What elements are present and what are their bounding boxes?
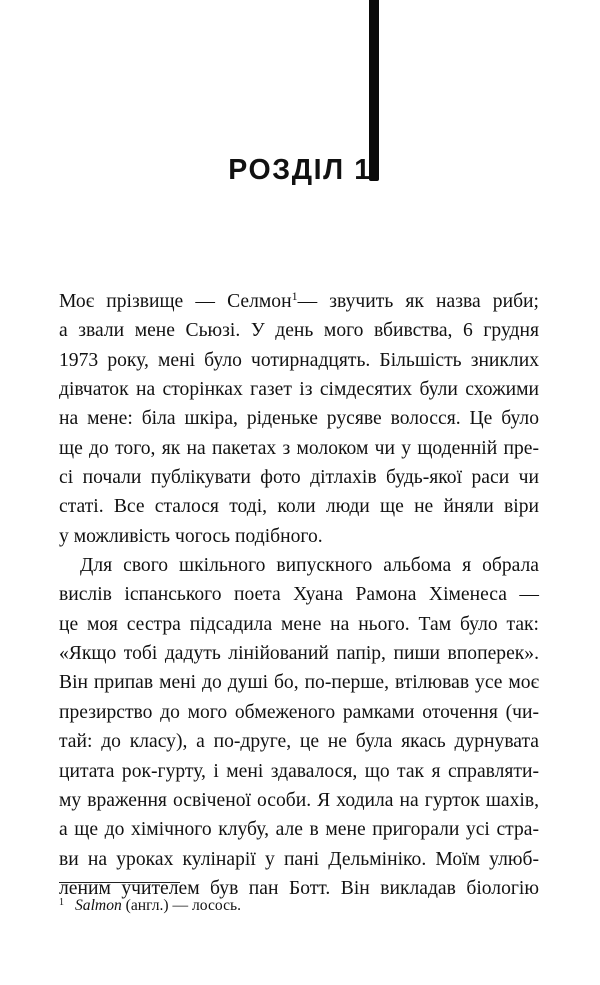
text-line: а звали мене Сьюзі. У день мого вбивства, 6 грудня: [59, 320, 539, 342]
text-line: а ще до хімічного клубу, але в мене пригорали усі стра-: [59, 819, 539, 841]
text-line: «Якщо тобі дадуть лінійований папір, пиши впоперек».: [59, 643, 539, 665]
text-line: Для свого шкільного випускного альбома я обрала: [80, 555, 539, 577]
text-line: ще до того, як на пакетах з молоком чи у щоденній пре-: [59, 437, 539, 459]
text-line: це моя сестра підсадила мене на нього. Там було так:: [59, 613, 539, 635]
footnote-term: Salmon: [75, 897, 122, 914]
text-line: сі почали публікувати фото дітлахів будь-якої раси чи: [59, 467, 539, 489]
text-line: [59, 287, 539, 316]
text-line: на мене: біла шкіра, ріденьке русяве волосся. Це було: [59, 408, 539, 430]
text-line: 1973 року, мені було чотирнадцять. Більшість зниклих: [59, 349, 539, 371]
text-line: Він припав мені до душі бо, по-перше, втілював усе моє: [59, 672, 539, 694]
text-line: му враження освіченої особи. Я ходила на гурток шахів,: [59, 789, 539, 811]
footnote: [59, 893, 241, 916]
text-line: леним учителем був пан Ботт. Він викладав біологію: [59, 877, 539, 899]
text-line: дівчаток на сторінках газет із сімдесятих були схожими: [59, 379, 539, 401]
text-line: тай: до класу), а по-друге, це не була якась дурнувата: [59, 731, 539, 753]
footnote-reference: 1: [291, 289, 298, 303]
chapter-title: РОЗДІЛ 1: [228, 154, 372, 186]
text-line: статі. Все сталося тоді, коли люди ще не йняли віри: [59, 496, 539, 518]
text-line: презирство до мого обмеженого рамками оточення (чи-: [59, 701, 539, 723]
text-line: цитата рок-гурту, і мені здавалося, що так я справляти-: [59, 760, 539, 782]
footnote-divider: [59, 882, 180, 883]
text-line: ви на уроках кулінарії у пані Дельмініко. Моїм улюб-: [59, 848, 539, 870]
footnote-text: (англ.) — лосось.: [121, 897, 242, 914]
footnote-number: 1: [59, 897, 64, 908]
text-line: у можливість чогось подібного.: [59, 525, 323, 547]
chapter-body: [59, 287, 539, 903]
text-fragment: — звучить як назва риби;: [297, 291, 539, 312]
text-fragment: Моє прізвище — Селмон: [59, 291, 292, 312]
text-line: вислів іспанського поета Хуана Рамона Хіменеса —: [59, 584, 539, 606]
